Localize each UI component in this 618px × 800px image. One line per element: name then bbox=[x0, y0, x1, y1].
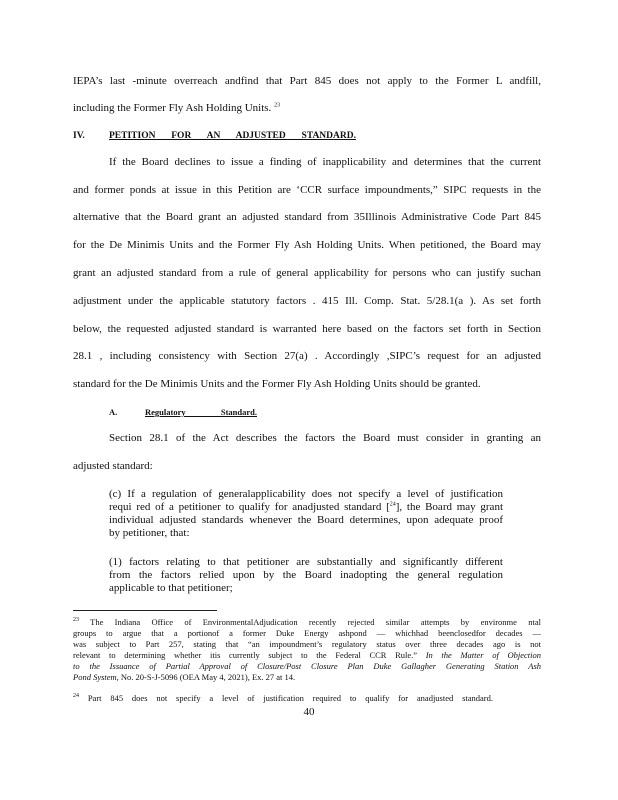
quote-line: by petitioner, that: bbox=[109, 527, 190, 539]
body-line bbox=[73, 102, 541, 115]
quote-text: ], the Board may grant bbox=[395, 501, 503, 513]
quote-line: applicable to that petitioner; bbox=[109, 582, 233, 594]
footnote-text: , No. 20-S-J-5096 (OEA May 4, 2021), Ex. 27 at 14. bbox=[116, 672, 296, 682]
body-line: 28.1 , including consistency with Section 27(a) . Accordingly ,SIPC’s request for an adjusted bbox=[73, 350, 541, 362]
subsection-title: Regulatory Standard. bbox=[145, 407, 257, 417]
body-line: If the Board declines to issue a finding of inapplicability and determines that the current bbox=[109, 156, 541, 168]
section-title: PETITION FOR AN ADJUSTED STANDARD. bbox=[109, 131, 356, 141]
footnote-text: The Indiana Office of EnvironmentalAdjudication recently rejected similar attempts by environme ntal bbox=[90, 617, 541, 627]
footnote-line: was subject to Part 257, stating that “an impoundment’s regulatory status over three decades ago is not bbox=[73, 639, 541, 649]
quote-text: requi red of a petitioner to qualify for anadjusted standard [ bbox=[109, 501, 390, 513]
footnote-marker: 23 bbox=[73, 617, 79, 624]
footnote-ref-24: 24 bbox=[389, 501, 396, 508]
body-line: IEPA’s last -minute overreach andfind that Part 845 does not apply to the Former L andfill, bbox=[73, 75, 541, 87]
page-number: 40 bbox=[303, 706, 315, 718]
footnote-text: Part 845 does not specify a level of justification required to qualify for anadjusted standard. bbox=[87, 693, 493, 703]
quote-line: (1) factors relating to that petitioner are substantially and significantly different bbox=[109, 556, 503, 568]
body-line: standard for the De Minimis Units and the Former Fly Ash Holding Units should be granted. bbox=[73, 378, 481, 390]
footnote-line bbox=[73, 617, 541, 628]
body-line: below, the requested adjusted standard is warranted here based on the factors set forth in Section bbox=[73, 323, 541, 335]
footnote-text: relevant to determining whether itis currently subject to the Federal CCR Rule.” bbox=[73, 650, 418, 660]
footnote-line: to the Issuance of Partial Approval of Closure/Post Closure Plan Duke Gallagher Generating Station Ash bbox=[73, 661, 541, 671]
body-line: grant an adjusted standard from a rule of general applicability for persons who can justify suchan bbox=[73, 267, 541, 279]
section-number: IV. bbox=[73, 131, 85, 141]
footnote-separator bbox=[73, 610, 217, 611]
quote-line bbox=[109, 501, 503, 513]
footnote-case-name: In the Matter of Objection bbox=[425, 650, 541, 660]
footnote-line bbox=[73, 693, 493, 704]
footnote-line bbox=[73, 650, 541, 661]
footnote-line bbox=[73, 672, 541, 683]
body-line: for the De Minimis Units and the Former Fly Ash Holding Units. When petitioned, the Board may bbox=[73, 239, 541, 251]
body-line: and former ponds at issue in this Petition are ‘CCR surface impoundments,” SIPC requests in the bbox=[73, 184, 541, 196]
quote-line: individual adjusted standards whenever the Board determines, upon adequate proof bbox=[109, 514, 503, 526]
footnote-case-name: Pond System bbox=[73, 672, 117, 682]
quote-line: from the factors relied upon by the Board inadopting the general regulation bbox=[109, 569, 503, 581]
body-line-text: including the Former Fly Ash Holding Units. bbox=[73, 102, 272, 114]
body-line: adjustment under the applicable statutory factors . 415 Ill. Comp. Stat. 5/28.1(a ). As set forth bbox=[73, 295, 541, 307]
footnote-line: groups to argue that a portionof a former Duke Energy ashpond — whichhad beenclosedfor decades — bbox=[73, 628, 541, 638]
body-line: adjusted standard: bbox=[73, 460, 153, 472]
footnote-marker: 24 bbox=[73, 693, 79, 700]
footnote-ref-23: 23 bbox=[274, 102, 281, 109]
subsection-letter: A. bbox=[109, 407, 118, 417]
body-line: Section 28.1 of the Act describes the factors the Board must consider in granting an bbox=[109, 432, 541, 444]
body-line: alternative that the Board grant an adjusted standard from 35Illinois Administrative Code Part 845 bbox=[73, 211, 541, 223]
quote-line: (c) If a regulation of generalapplicability does not specify a level of justification bbox=[109, 488, 503, 500]
